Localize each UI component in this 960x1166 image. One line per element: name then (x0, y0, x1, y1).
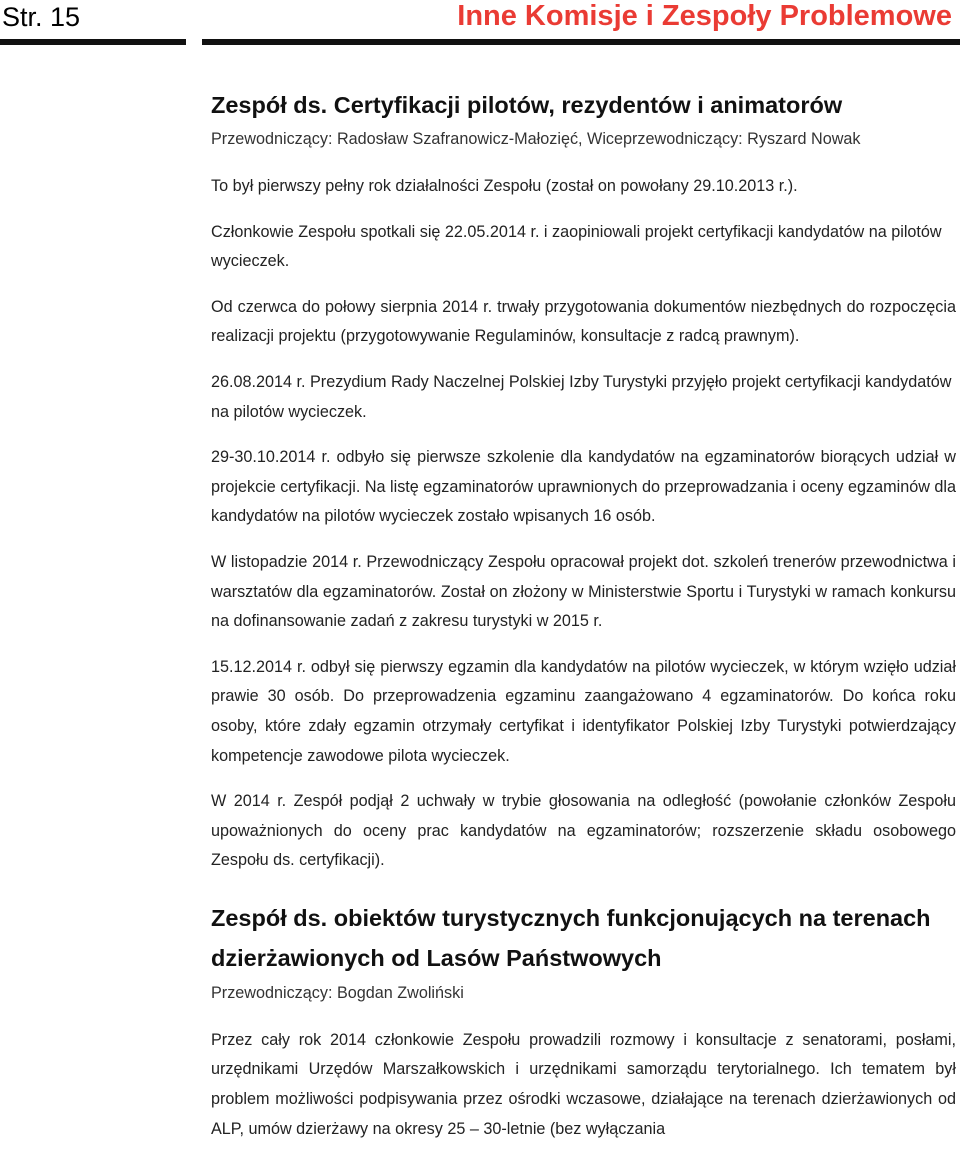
page-content (211, 86, 956, 1160)
paragraph: 29-30.10.2014 r. odbyło się pierwsze szkolenie dla kandydatów na egzaminatorów biorących udział w projekcie certyfikacji. Na listę egzaminatorów uprawnionych do przeprowadzania i oceny egzaminów dla kandydatów na pilotów wycieczek zostało wpisanych 16 osób. (211, 448, 956, 526)
paragraph: Od czerwca do połowy sierpnia 2014 r. trwały przygotowania dokumentów niezbędnych do rozpoczęcia realizacji projektu (przygotowywanie Regulaminów, konsultacje z radcą prawnym). (211, 297, 956, 346)
paragraph: W 2014 r. Zespół podjął 2 uchwały w trybie głosowania na odległość (powołanie członków Zespołu upoważnionych do oceny prac kandydatów na egzaminatorów; rozszerzenie składu osobowego Zespołu ds. certyfikacji). (211, 792, 956, 870)
paragraph: To był pierwszy pełny rok działalności Zespołu (został on powołany 29.10.2013 r.). (211, 177, 798, 195)
team-forest-objects-chair: Przewodniczący: Bogdan Zwoliński (211, 983, 464, 1002)
paragraph: 15.12.2014 r. odbył się pierwszy egzamin dla kandydatów na pilotów wycieczek, w którym wzięło udział prawie 30 osób. Do przeprowadzenia egzaminu zaangażowano 4 egzaminatorów. Do końca roku osoby, które zdały egzamin otrzymały certyfikat i identyfikator Polskiej Izby Turystyki potwierdzający kompetencje zawodowe pilota wycieczek. (211, 657, 956, 765)
paragraph: 26.08.2014 r. Prezydium Rady Naczelnej Polskiej Izby Turystyki przyjęło projekt certyfikacji kandydatów na pilotów wycieczek. (211, 372, 952, 421)
page-header (0, 0, 960, 48)
team-forest-objects-heading: Zespół ds. obiektów turystycznych funkcjonujących na terenach dzierżawionych od Lasów Państwowych (211, 904, 931, 971)
team-certification-chair: Przewodniczący: Radosław Szafranowicz-Małozięć, Wiceprzewodniczący: Ryszard Nowak (211, 130, 861, 148)
paragraph: Członkowie Zespołu spotkali się 22.05.2014 r. i zaopiniowali projekt certyfikacji kandydatów na pilotów wycieczek. (211, 222, 942, 271)
paragraph: W listopadzie 2014 r. Przewodniczący Zespołu opracował projekt dot. szkoleń trenerów przewodnictwa i warsztatów dla egzaminatorów. Został on złożony w Ministerstwie Sportu i Turystyki w ramach konkursu na dofinansowanie zadań z zakresu turystyki w 2015 r. (211, 552, 956, 631)
header-rule-left (0, 39, 186, 45)
section-title: Inne Komisje i Zespoły Problemowe (457, 0, 952, 32)
page-number: Str. 15 (2, 2, 81, 32)
header-rule-right (202, 39, 960, 45)
paragraph: Przez cały rok 2014 członkowie Zespołu prowadzili rozmowy i konsultacje z senatorami, posłami, urzędnikami Urzędów Marszałkowskich i urzędnikami samorządu terytorialnego. Ich tematem był problem możliwości podpisywania przez ośrodki wczasowe, działające na terenach dzierżawionych od ALP, umów dzierżawy na okresy 25 – 30-letnie (bez wyłączania (211, 1030, 956, 1138)
team-certification-heading: Zespół ds. Certyfikacji pilotów, rezydentów i animatorów (211, 92, 843, 118)
